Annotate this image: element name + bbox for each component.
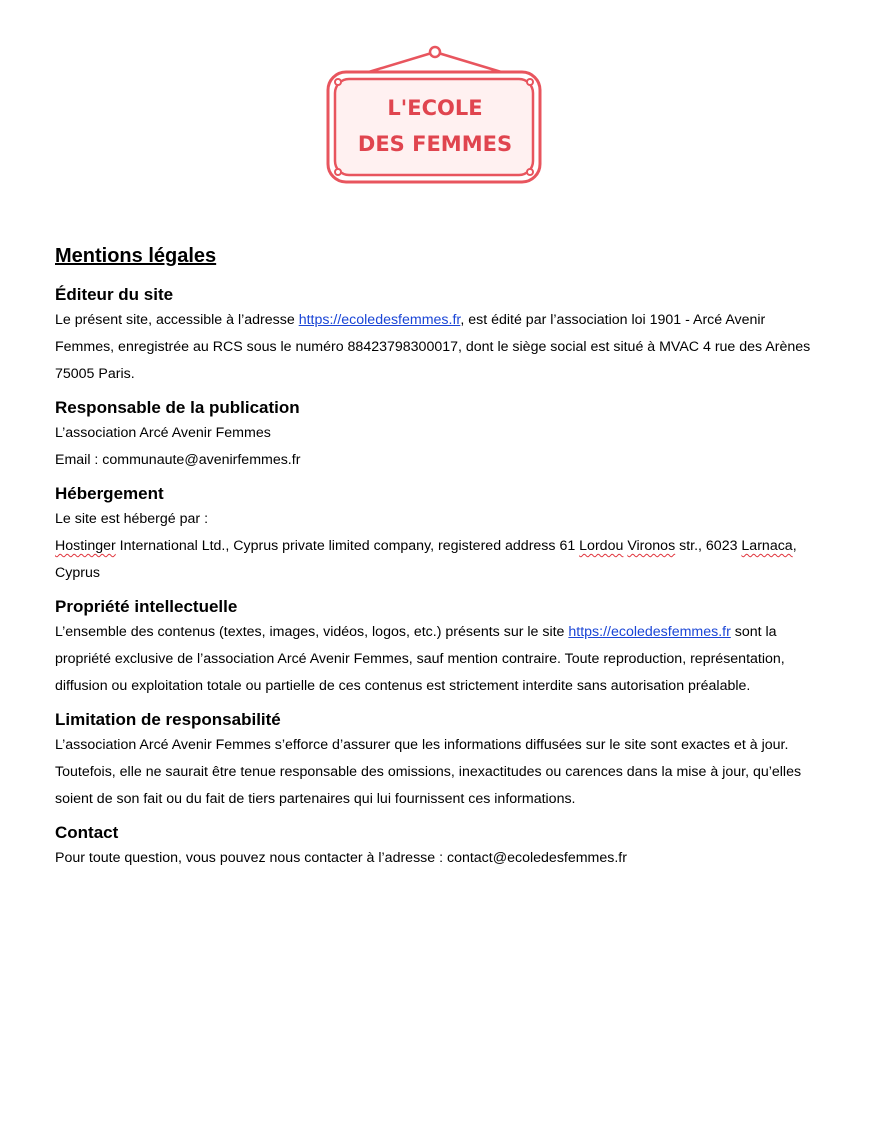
hebergement-address: Hostinger International Ltd., Cyprus private limited company, registered address 61 Lordou Vironos str., 6023 Larnaca, Cyprus <box>55 538 797 581</box>
section-editeur <box>55 283 815 388</box>
section-responsable <box>55 396 815 474</box>
heading-contact: Contact <box>55 823 119 842</box>
logo-line2: DES FEMMES <box>357 132 513 156</box>
propriete-text: L’ensemble des contenus (textes, images, vidéos, logos, etc.) présents sur le site https://ecoledesfemmes.fr sont la propriété exclusive de l’association Arcé Avenir Femmes, sauf mention contraire. Toute reproduction, représentation, diffusion ou exploitation totale ou partielle de ces contenus est strictement interdite sans autorisation préalable. <box>55 624 785 694</box>
hebergement-line1: Le site est hébergé par : <box>55 511 209 527</box>
site-link[interactable]: https://ecoledesfemmes.fr <box>568 624 731 640</box>
limitation-text: L’association Arcé Avenir Femmes s’efforce d’assurer que les informations diffusées sur le site sont exactes et à jour. Toutefois, elle ne saurait être tenue responsable des omissions, inexactitudes ou carences dans la mise à jour, qu’elles soient de son fait ou du fait de tiers partenaires qui lui fournissent ces informations. <box>55 737 802 807</box>
contact-text: Pour toute question, vous pouvez nous contacter à l’adresse : contact@ecoledesfemmes.fr <box>55 850 627 866</box>
section-limitation <box>55 708 815 813</box>
editeur-text: Le présent site, accessible à l’adresse https://ecoledesfemmes.fr, est édité par l’association loi 1901 - Arcé Avenir Femmes, enregistrée au RCS sous le numéro 88423798300017, dont le siège social est situé à MVAC 4 rue des Arènes 75005 Paris. <box>55 312 811 382</box>
heading-responsable: Responsable de la publication <box>55 398 300 417</box>
heading-editeur: Éditeur du site <box>55 285 174 304</box>
site-link[interactable]: https://ecoledesfemmes.fr <box>298 312 461 328</box>
heading-hebergement: Hébergement <box>55 484 164 503</box>
section-hebergement <box>55 482 815 587</box>
legal-content <box>55 242 815 880</box>
responsable-email: Email : communaute@avenirfemmes.fr <box>55 452 301 468</box>
logo <box>322 42 548 190</box>
section-propriete <box>55 595 815 700</box>
heading-limitation: Limitation de responsabilité <box>55 710 281 729</box>
heading-propriete: Propriété intellectuelle <box>55 597 238 616</box>
page-title: Mentions légales <box>55 245 217 267</box>
section-contact <box>55 821 815 872</box>
logo-line1: L'ECOLE <box>387 96 483 120</box>
responsable-line1: L’association Arcé Avenir Femmes <box>55 425 271 441</box>
logo-frame-inner <box>335 79 533 175</box>
logo-nail <box>430 47 440 57</box>
